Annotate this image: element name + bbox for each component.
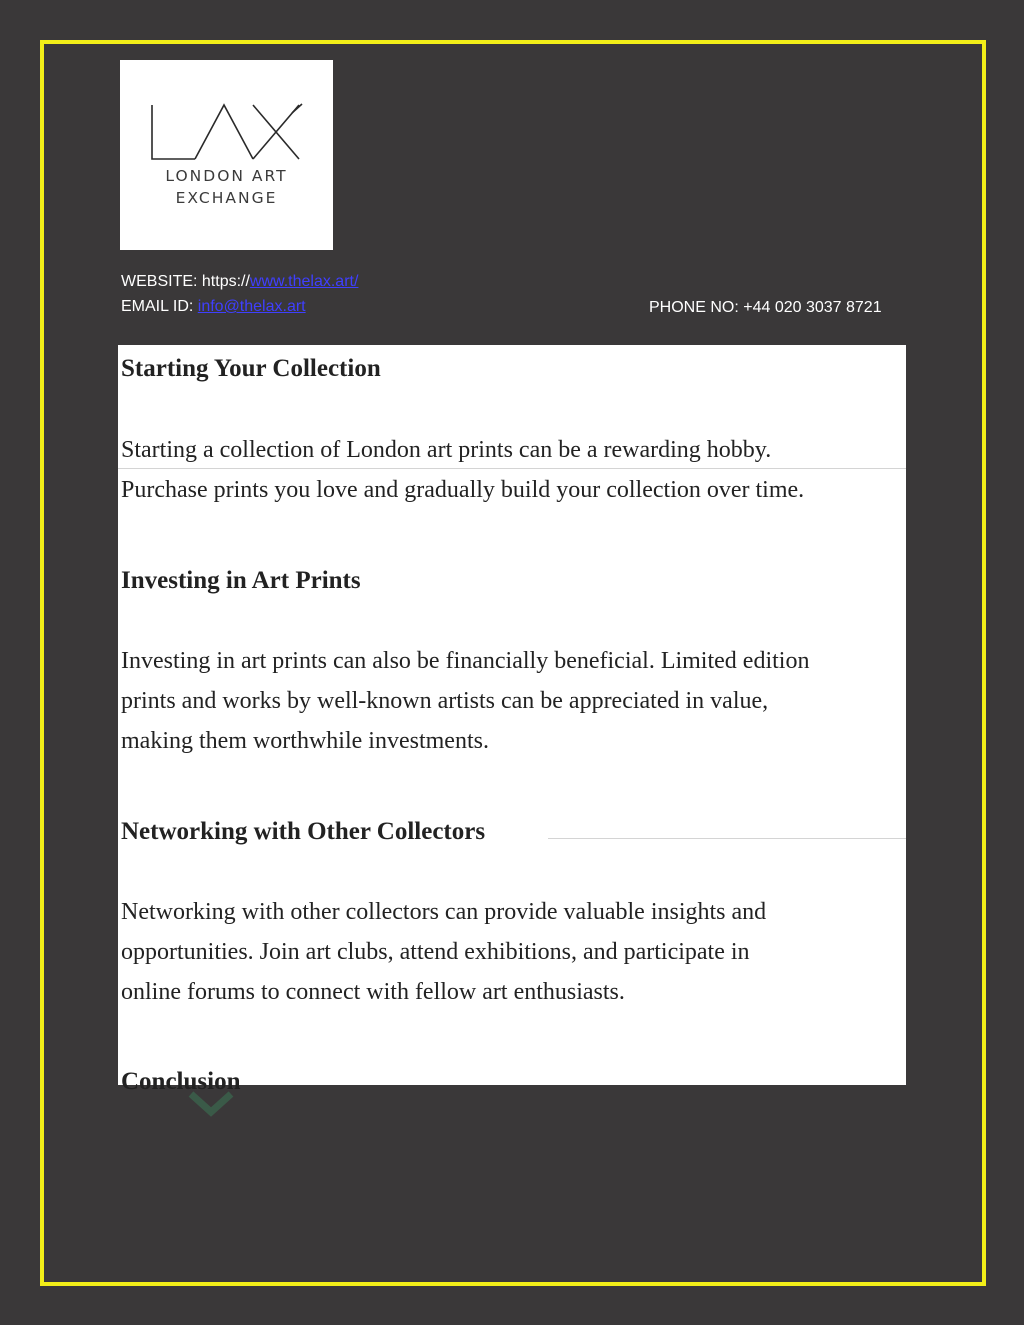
paragraph-line: opportunities. Join art clubs, attend exhibitions, and participate in [121, 939, 750, 965]
paragraph-line: Networking with other collectors can provide valuable insights and [121, 899, 767, 925]
paragraph-line: online forums to connect with fellow art enthusiasts. [121, 979, 625, 1005]
phone-number: PHONE NO: +44 020 3037 8721 [649, 299, 882, 316]
logo-text-line1: LONDON ART [165, 167, 288, 185]
article-content [118, 345, 906, 1095]
paragraph-line: making them worthwhile investments. [121, 728, 489, 754]
divider [118, 468, 906, 469]
logo [120, 60, 333, 250]
section-heading: Starting Your Collection [121, 355, 381, 382]
email-link[interactable]: info@thelax.art [197, 298, 306, 315]
section-heading: Conclusion [121, 1068, 241, 1095]
website-label: WEBSITE: https:// [121, 273, 250, 290]
email-label: EMAIL ID: [121, 298, 198, 315]
divider [548, 838, 906, 839]
logo-text-line2: EXCHANGE [175, 189, 278, 207]
website-link[interactable]: www.thelax.art/ [249, 273, 359, 290]
paragraph-line: prints and works by well-known artists can be appreciated in value, [121, 688, 769, 714]
section-heading: Networking with Other Collectors [121, 818, 486, 845]
section-heading: Investing in Art Prints [121, 567, 361, 594]
paragraph-line: Starting a collection of London art prints can be a rewarding hobby. [121, 437, 772, 463]
email-line [121, 298, 306, 316]
website-line [121, 273, 358, 291]
paragraph-line: Purchase prints you love and gradually build your collection over time. [121, 477, 805, 503]
chevron-down-icon[interactable] [185, 1090, 237, 1118]
lax-logo-mark [120, 60, 333, 250]
paragraph-line: Investing in art prints can also be financially beneficial. Limited edition [121, 648, 810, 674]
